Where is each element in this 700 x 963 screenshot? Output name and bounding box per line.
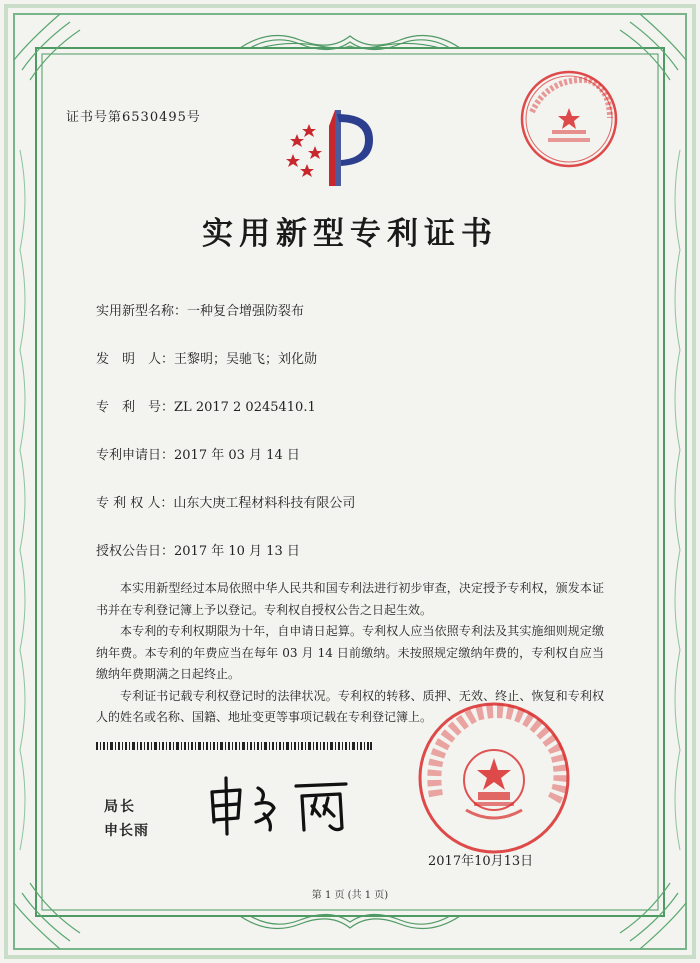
body-paragraph: 本专利的专利权期限为十年，自申请日起算。专利权人应当依照专利法及其实施细则规定缴纳年费。本专利的年费应当在每年 03 月 14 日前缴纳。未按照规定缴纳年费的，专利权自应当缴纳年费期满之日起终止。 <box>96 624 604 681</box>
certificate-number: 证书号第6530495号 <box>66 110 201 125</box>
field-value: 2017 年 10 月 13 日 <box>174 544 300 559</box>
barcode-icon <box>96 742 372 750</box>
field-label: 专 利 权 人： <box>96 496 174 511</box>
field-value: ZL 2017 2 0245410.1 <box>174 400 316 415</box>
field-inventors <box>96 348 317 367</box>
issue-date: 2017年10月13日 <box>428 854 534 869</box>
field-label: 实用新型名称： <box>96 304 188 319</box>
field-value: 一种复合增强防裂布 <box>187 304 305 319</box>
certificate-title: 实用新型专利证书 <box>202 216 498 252</box>
field-application-date <box>96 444 300 463</box>
body-paragraph: 本实用新型经过本局依照中华人民共和国专利法进行初步审查，决定授予专利权，颁发本证书并在专利登记簿上予以登记。专利权自授权公告之日起生效。 <box>96 581 604 617</box>
official-name: 申长雨 <box>104 823 149 839</box>
field-value: 2017 年 03 月 14 日 <box>174 448 300 463</box>
field-label: 授权公告日： <box>96 544 175 559</box>
field-label: 专利申请日： <box>96 448 175 463</box>
field-label: 专 利 号： <box>96 400 175 415</box>
official-title: 局长 <box>104 799 136 815</box>
patent-office-emblem-icon <box>283 106 379 190</box>
page-indicator: 第 1 页 (共 1 页) <box>311 890 389 901</box>
national-ip-seal-icon <box>416 700 572 856</box>
agency-stamp-icon <box>518 68 620 170</box>
field-value: 山东大庚工程材料科技有限公司 <box>173 496 356 511</box>
field-label: 发 明 人： <box>96 352 175 367</box>
body-paragraph: 专利证书记载专利权登记时的法律状况。专利权的转移、质押、无效、终止、恢复和专利权人的姓名或名称、国籍、地址变更等事项记载在专利登记簿上。 <box>96 688 604 724</box>
field-patent-number <box>96 396 316 415</box>
field-utility-model-name <box>96 300 304 319</box>
signature-icon <box>200 770 360 840</box>
field-value: 王黎明；吴驰飞；刘化勋 <box>174 352 318 367</box>
field-grant-date <box>96 540 300 559</box>
field-patentee <box>96 492 355 511</box>
